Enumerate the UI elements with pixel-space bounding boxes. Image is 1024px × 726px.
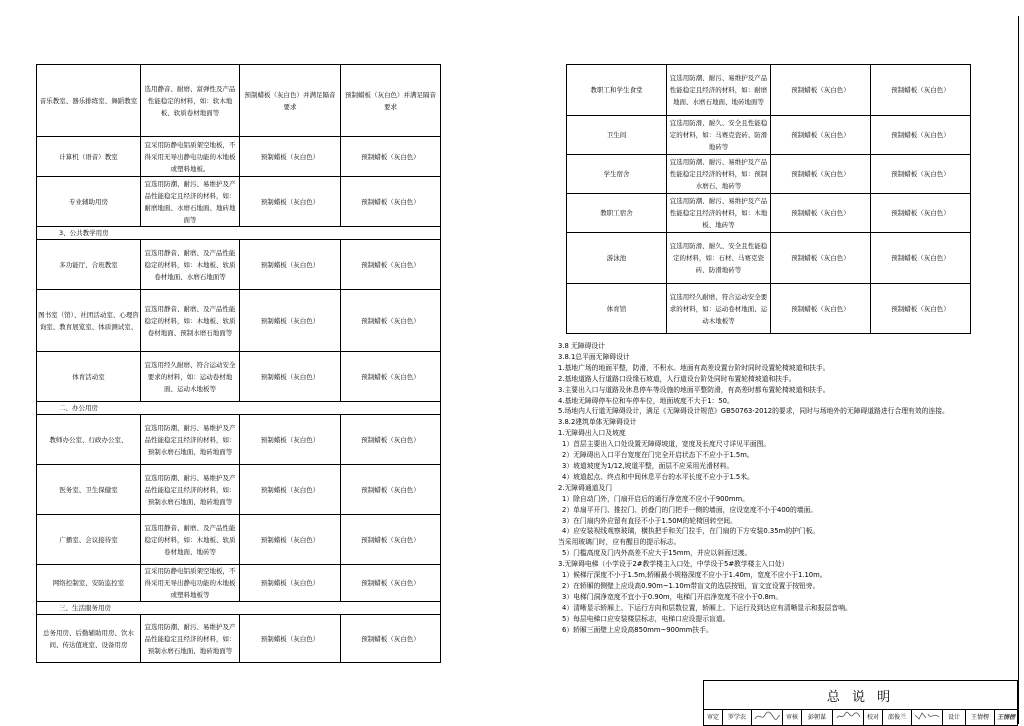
table-row <box>37 137 441 177</box>
room-name-cell: 游泳池 <box>567 233 667 284</box>
wall-finish-cell: 预制蜡板（灰白色） <box>341 240 441 290</box>
note-line: 当采用玻璃门时，应有醒目的提示标志。 <box>558 538 681 547</box>
table-row <box>567 233 971 284</box>
note-line: 1）除自动门外，门扇开启后的通行净宽度不应小于900mm。 <box>562 494 749 503</box>
ceiling-finish-cell: 预制蜡板（灰白色） <box>771 284 871 334</box>
table-row <box>37 615 441 663</box>
table-row <box>37 290 441 352</box>
note-line: 2）单扇平开门、推拉门、折叠门的门把手一侧的墙面，应设宽度不小于400的墙面。 <box>562 505 818 514</box>
floor-material-cell: 宜选用防滑、耐久、安全且性能稳定的材料，如：马赛克瓷砖、防滑地砖等 <box>667 116 771 155</box>
designer-name: 王情楞 <box>966 710 995 725</box>
section-heading: 3、公共教学用房 <box>37 227 441 240</box>
ceiling-finish-cell: 预制蜡板（灰白色） <box>771 233 871 284</box>
table-row <box>37 352 441 402</box>
floor-material-cell: 选用静音、耐磨、富弹性及产品性能稳定的材料，如：软木地板、软质卷材地面等 <box>141 65 240 137</box>
floor-material-cell: 宜采用防静电铝质架空地板，不得采用无导出静电功能的木地板或塑料地板等 <box>141 565 240 602</box>
wall-finish-cell: 预制蜡板（灰白色） <box>341 415 441 465</box>
label-approve: 审定 <box>704 710 723 725</box>
floor-material-cell: 宜选用防滑、耐久、安全且性能稳定的材料，如：石材、马赛克瓷砖、防滑地砖等 <box>667 233 771 284</box>
reviewer-name: 彭朝谋 <box>802 710 833 725</box>
table-row <box>567 194 971 233</box>
ceiling-finish-cell: 预制蜡板（灰白色） <box>240 137 341 177</box>
note-line: 4.基地无障碍停车位和车停车位，地面坡度不大于1：50。 <box>558 396 734 405</box>
floor-material-cell: 宜选用静音、耐磨、及产品性能稳定的材料，如：木地板、软质卷材地面、预制水磨石地面等 <box>141 290 240 352</box>
table-row <box>567 65 971 116</box>
finish-schedule-table-left <box>36 64 441 663</box>
wall-finish-cell: 预制蜡板（灰白色） <box>341 515 441 565</box>
ceiling-finish-cell: 预制蜡板（灰白色） <box>240 515 341 565</box>
note-line: 5）门槛高度及门内外高差不应大于15mm，并应以斜面过渡。 <box>562 549 752 558</box>
room-name-cell: 计算机（语音）教室 <box>37 137 141 177</box>
table-row <box>37 565 441 602</box>
table-row <box>37 415 441 465</box>
ceiling-finish-cell: 预制蜡板（灰白色） <box>240 415 341 465</box>
accessibility-design-notes <box>558 341 1008 635</box>
room-name-cell: 卫生间 <box>567 116 667 155</box>
signature-scribble-icon <box>913 710 941 722</box>
wall-finish-cell: 预制蜡板（灰白色） <box>871 65 971 116</box>
floor-material-cell: 宜选用静音、耐磨、及产品性能稳定的材料，如：木地板、软质卷材地面、地砖等 <box>141 515 240 565</box>
wall-finish-cell: 预制蜡板（灰白色） <box>341 290 441 352</box>
note-line: 4）应安装视线观察玻璃，横执把手和关门拉手，在门扇的下方安装0.35m的护门板。 <box>562 527 820 536</box>
note-line: 1.基地广场的地面平整，防滑，不积水。地面有高差设置台阶时同时设置轮椅坡道和扶手。 <box>558 363 830 372</box>
finish-schedule-table-right <box>566 64 971 334</box>
note-line: 1）首层主要出入口处设置无障碍坡道，宽度及长度尺寸详见平面图。 <box>562 440 771 449</box>
ceiling-finish-cell: 预制蜡板（灰白色） <box>240 177 341 227</box>
drawing-title: 总 说 明 <box>703 680 1018 709</box>
ceiling-finish-cell: 预制蜡板（灰白色） <box>771 65 871 116</box>
drawing-frame-border <box>1018 16 1019 724</box>
note-line: 5）每层电梯口应安装楼层标志，电梯口应设提示盲道。 <box>562 614 730 623</box>
room-name-cell: 音乐教室、器乐排练室、舞蹈教室 <box>37 65 141 137</box>
wall-finish-cell: 预制蜡板（灰白色） <box>341 465 441 515</box>
section-heading-row <box>37 227 441 240</box>
label-review: 审核 <box>783 710 802 725</box>
note-line: 2）在轿厢的侧壁上应设高0.90m~1.10m带盲文的选层按钮，盲文宜设置于按钮旁。 <box>562 581 820 590</box>
wall-finish-cell: 预制蜡板（灰白色） <box>871 284 971 334</box>
ceiling-finish-cell: 预制蜡板（灰白色） <box>240 465 341 515</box>
table-row <box>567 155 971 194</box>
note-line: 3）坡道坡度为1/12,坡道平整，面层不应采用光滑材料。 <box>562 461 734 470</box>
room-name-cell: 广播室、会议接待室 <box>37 515 141 565</box>
table-row <box>37 65 441 137</box>
room-name-cell: 图书室（馆）、社团活动室、心理咨询室、教育展览室、体质测试室、 <box>37 290 141 352</box>
floor-material-cell: 宜选用防潮、耐污、易维护及产品性能稳定且经济的材料，如：耐磨地面、水磨石地面、地砖地面等 <box>141 177 240 227</box>
room-name-cell: 体育馆 <box>567 284 667 334</box>
ceiling-finish-cell: 预制蜡板（灰白色） <box>240 352 341 402</box>
section-heading-row <box>37 402 441 415</box>
floor-material-cell: 宜选用防潮、耐污、易维护及产品性能稳定且经济的材料，如：预制水磨石地面、地砖地面等 <box>141 465 240 515</box>
table-row <box>37 240 441 290</box>
note-line: 2）无障碍出入口平台宽度在门完全开启状态下不应小于1.5m。 <box>562 451 754 460</box>
ceiling-finish-cell: 预制蜡板（灰白色） <box>240 615 341 663</box>
room-name-cell: 教师办公室、行政办公室、 <box>37 415 141 465</box>
section-heading: 三、生活服务用房 <box>37 602 441 615</box>
room-name-cell: 学生宿舍 <box>567 155 667 194</box>
ceiling-finish-cell: 预制蜡板（灰白色） <box>771 194 871 233</box>
note-line: 6）轿厢三面壁上应设高850mm~900mm扶手。 <box>562 625 713 634</box>
floor-material-cell: 宜选用防潮、耐污、易维护及产品性能稳定且经济的材料，如：预制水磨石、地砖等 <box>667 155 771 194</box>
note-line: 3.无障碍电梯（小学设于2#教学楼主入口处，中学设于5#教学楼主入口处） <box>558 560 789 569</box>
floor-material-cell: 宜选用经久耐磨、符合运动安全要求的材料，如：运动卷材地面、运动木地板等 <box>141 352 240 402</box>
note-line: 3）在门扇内外应留有直径不小于1.50M的轮椅回转空间。 <box>562 516 737 525</box>
floor-material-cell: 宜选用经久耐磨、符合运动安全要求的材料，如：运动卷材地面、运动木地板等 <box>667 284 771 334</box>
ceiling-finish-cell: 预制蜡板（灰白色） <box>771 155 871 194</box>
approver-name: 罗学农 <box>723 710 752 725</box>
ceiling-finish-cell: 预制蜡板（灰白色） <box>240 240 341 290</box>
title-block <box>703 680 1018 724</box>
floor-material-cell: 宜选用静音、耐磨、及产品性能稳定的材料，如：木地板、软质卷材地面、水磨石地面等 <box>141 240 240 290</box>
wall-finish-cell: 预制蜡板（灰白色） <box>871 116 971 155</box>
room-name-cell: 教职工和学生食堂 <box>567 65 667 116</box>
room-name-cell: 多功能厅、合班教室 <box>37 240 141 290</box>
floor-material-cell: 宜选用防潮、耐污、易维护及产品性能稳定且经济的材料，如：预制水磨石地面、地砖地面等 <box>141 415 240 465</box>
note-line: 2.基地道路人行道路口设缘石坡道，人行道设台阶处同时布置轮椅坡道和扶手。 <box>558 374 796 383</box>
room-name-cell: 教职工宿舍 <box>567 194 667 233</box>
room-name-cell: 网络控制室、安防监控室 <box>37 565 141 602</box>
approver-signature <box>752 710 783 725</box>
note-line: 4）清晰显示轿厢上、下运行方向和层数位置，轿厢上、下运行及到达应有清晰显示和报层音响。 <box>562 603 852 612</box>
label-check: 校对 <box>864 710 883 725</box>
checker-name: 邵俊兰 <box>883 710 912 725</box>
signature-scribble-icon <box>753 710 781 722</box>
note-line: 3.8.1总平面无障碍设计 <box>558 352 630 361</box>
wall-finish-cell: 预制蜡板（灰白色） <box>871 194 971 233</box>
label-design: 设计 <box>943 710 966 725</box>
note-line: 1）候梯厅深度不小于1.5m,轿厢最小规格深度不应小于1.40m，宽度不应小于1.10m。 <box>562 571 827 580</box>
floor-material-cell: 宜选用防潮、耐污、易维护及产品性能稳定且经济的材料，如：耐磨地面、水磨石地面、地砖地面等 <box>667 65 771 116</box>
wall-finish-cell: 预制蜡板（灰白色） <box>341 137 441 177</box>
signature-scribble-icon <box>834 710 862 722</box>
note-line: 2.无障碍通道及门 <box>558 483 613 492</box>
reviewer-signature <box>833 710 864 725</box>
table-row <box>567 116 971 155</box>
wall-finish-cell: 预制蜡板（灰白色） <box>871 155 971 194</box>
wall-finish-cell: 预制蜡板（灰白色）并满足隔音要求 <box>341 65 441 137</box>
checker-signature <box>912 710 943 725</box>
room-name-cell: 专业辅助用房 <box>37 177 141 227</box>
section-heading-row <box>37 602 441 615</box>
table-row <box>37 515 441 565</box>
room-name-cell: 医务室、卫生保健室 <box>37 465 141 515</box>
ceiling-finish-cell: 预制蜡板（灰白色） <box>240 565 341 602</box>
wall-finish-cell: 预制蜡板（灰白色） <box>341 615 441 663</box>
note-line: 3.主要出入口与道路及休息停车等设施的地面平整防滑，有高差时都布置轮椅坡道和扶手。 <box>558 385 830 394</box>
table-row <box>567 284 971 334</box>
floor-material-cell: 宜选用防潮、耐污、易维护及产品性能稳定且经济的材料，如：预制水磨石地面、地砖地面等 <box>141 615 240 663</box>
note-line: 1.无障碍出入口及坡度 <box>558 429 626 438</box>
room-name-cell: 总务用房、后勤辅助用房、饮水间、传达值班室、设备用房 <box>37 615 141 663</box>
ceiling-finish-cell: 预制蜡板（灰白色） <box>240 290 341 352</box>
section-heading: 二、办公用房 <box>37 402 441 415</box>
floor-material-cell: 宜采用防静电铝质架空地板，不得采用无导出静电功能的木地板或塑料地板。 <box>141 137 240 177</box>
designer-signature: 王情楞 <box>996 714 1015 721</box>
room-name-cell: 体育活动室 <box>37 352 141 402</box>
wall-finish-cell: 预制蜡板（灰白色） <box>341 177 441 227</box>
wall-finish-cell: 预制蜡板（灰白色） <box>341 352 441 402</box>
note-line: 3）电梯门洞净宽度不宜小于0.90m，电梯门开启净宽度不应小于0.8m。 <box>562 592 783 601</box>
signature-row <box>703 709 1018 726</box>
note-line: 3.8.2建筑单体无障碍设计 <box>558 418 637 427</box>
ceiling-finish-cell: 预制蜡板（灰白色） <box>771 116 871 155</box>
table-row <box>37 177 441 227</box>
note-line: 3.8 无障碍设计 <box>558 342 605 350</box>
wall-finish-cell: 预制蜡板（灰白色） <box>871 233 971 284</box>
note-line: 5.场地内人行道无障碍设计，满足《无障碍设计规范》GB50763-2012的要求，同时与场地外的无障碍道路进行合理有效的连接。 <box>558 407 949 416</box>
ceiling-finish-cell: 预制蜡板（灰白色）并满足隔音要求 <box>240 65 341 137</box>
note-line: 4）坡道起点、终点和中间休息平台的水平长度不应小于1.5米。 <box>562 472 754 481</box>
floor-material-cell: 宜选用防潮、耐污、易维护及产品性能稳定且经济的材料，如：木地板、地砖等 <box>667 194 771 233</box>
wall-finish-cell: 预制蜡板（灰白色） <box>341 565 441 602</box>
table-row <box>37 465 441 515</box>
